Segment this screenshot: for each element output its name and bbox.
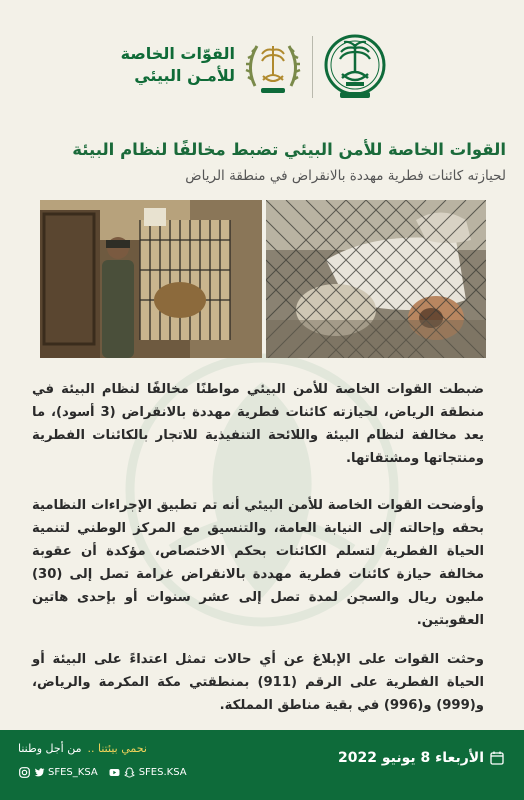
slogan xyxy=(18,742,147,755)
publish-date xyxy=(338,750,504,766)
brand-line-2: للأمـن البيئي xyxy=(134,66,235,85)
article-title: القوات الخاصة للأمن البيئي تضبط مخالفًا لنظام البيئة xyxy=(72,140,506,159)
article-paragraph: وأوضحت القوات الخاصة للأمن البيئي أنه تم تطبيق الإجراءات النظامية بحقه وإحالته إلى النيابة العامة، والتنسيق مع المركز الوطني لتنمية الحياة الفطرية لتسلم الكائنات بحكم الاختصاص، مؤكدة أن عقوبة مخالفة حيازة كائنات فطرية مهددة بالانقراض غرامة تصل إلى (30) مليون ريال والسجن لمدة تصل إلى عشر سنوات أو بإحدى هاتين العقوبتين. xyxy=(32,498,484,628)
photo-man-at-cage xyxy=(40,200,262,358)
social-handles xyxy=(18,766,187,778)
instagram-icon[interactable] xyxy=(18,766,30,778)
date-text: الأربعاء 8 يونيو 2022 xyxy=(338,750,484,766)
handle-youtube-snapchat[interactable]: SFES.KSA xyxy=(138,766,187,778)
article-paragraph: وحثت القوات على الإبلاغ عن أي حالات تمثل اعتداءً على البيئة أو الحياة الفطرية على الرقم (911) بمنطقتي مكة المكرمة والرياض، و(999) و(996) في بقية مناطق المملكة. xyxy=(32,652,484,713)
calendar-icon xyxy=(490,751,504,765)
youtube-icon[interactable] xyxy=(109,766,121,778)
ministry-logo-icon xyxy=(322,32,388,102)
forces-brand-name xyxy=(95,43,235,87)
twitter-icon[interactable] xyxy=(33,766,45,778)
snapchat-icon[interactable] xyxy=(124,766,136,778)
slogan-part-1: نحمي بيئتنا .. xyxy=(87,742,147,755)
slogan-part-2: من أجل وطننا xyxy=(18,742,82,755)
footer-bar xyxy=(0,730,524,800)
logo-divider xyxy=(312,36,313,98)
environmental-forces-logo-icon xyxy=(243,36,303,98)
article-paragraph: ضبطت القوات الخاصة للأمن البيئي مواطنًا مخالفًا لنظام البيئة في منطقة الرياض، لحيازته كائنات فطرية مهددة بالانقراض (3 أسود)، ما يعد مخالفة لنظام البيئة واللائحة التنفيذية للاتجار بالكائنات الفطرية ومنتجاتها ومشتقاتها. xyxy=(32,382,484,466)
handle-twitter-instagram[interactable]: SFES_KSA xyxy=(48,766,98,778)
photo-lions-behind-fence xyxy=(266,200,486,358)
article-subtitle: لحيازته كائنات فطرية مهددة بالانقراض في منطقة الرياض xyxy=(185,168,506,184)
brand-line-1: القوّات الخاصة xyxy=(120,44,235,63)
